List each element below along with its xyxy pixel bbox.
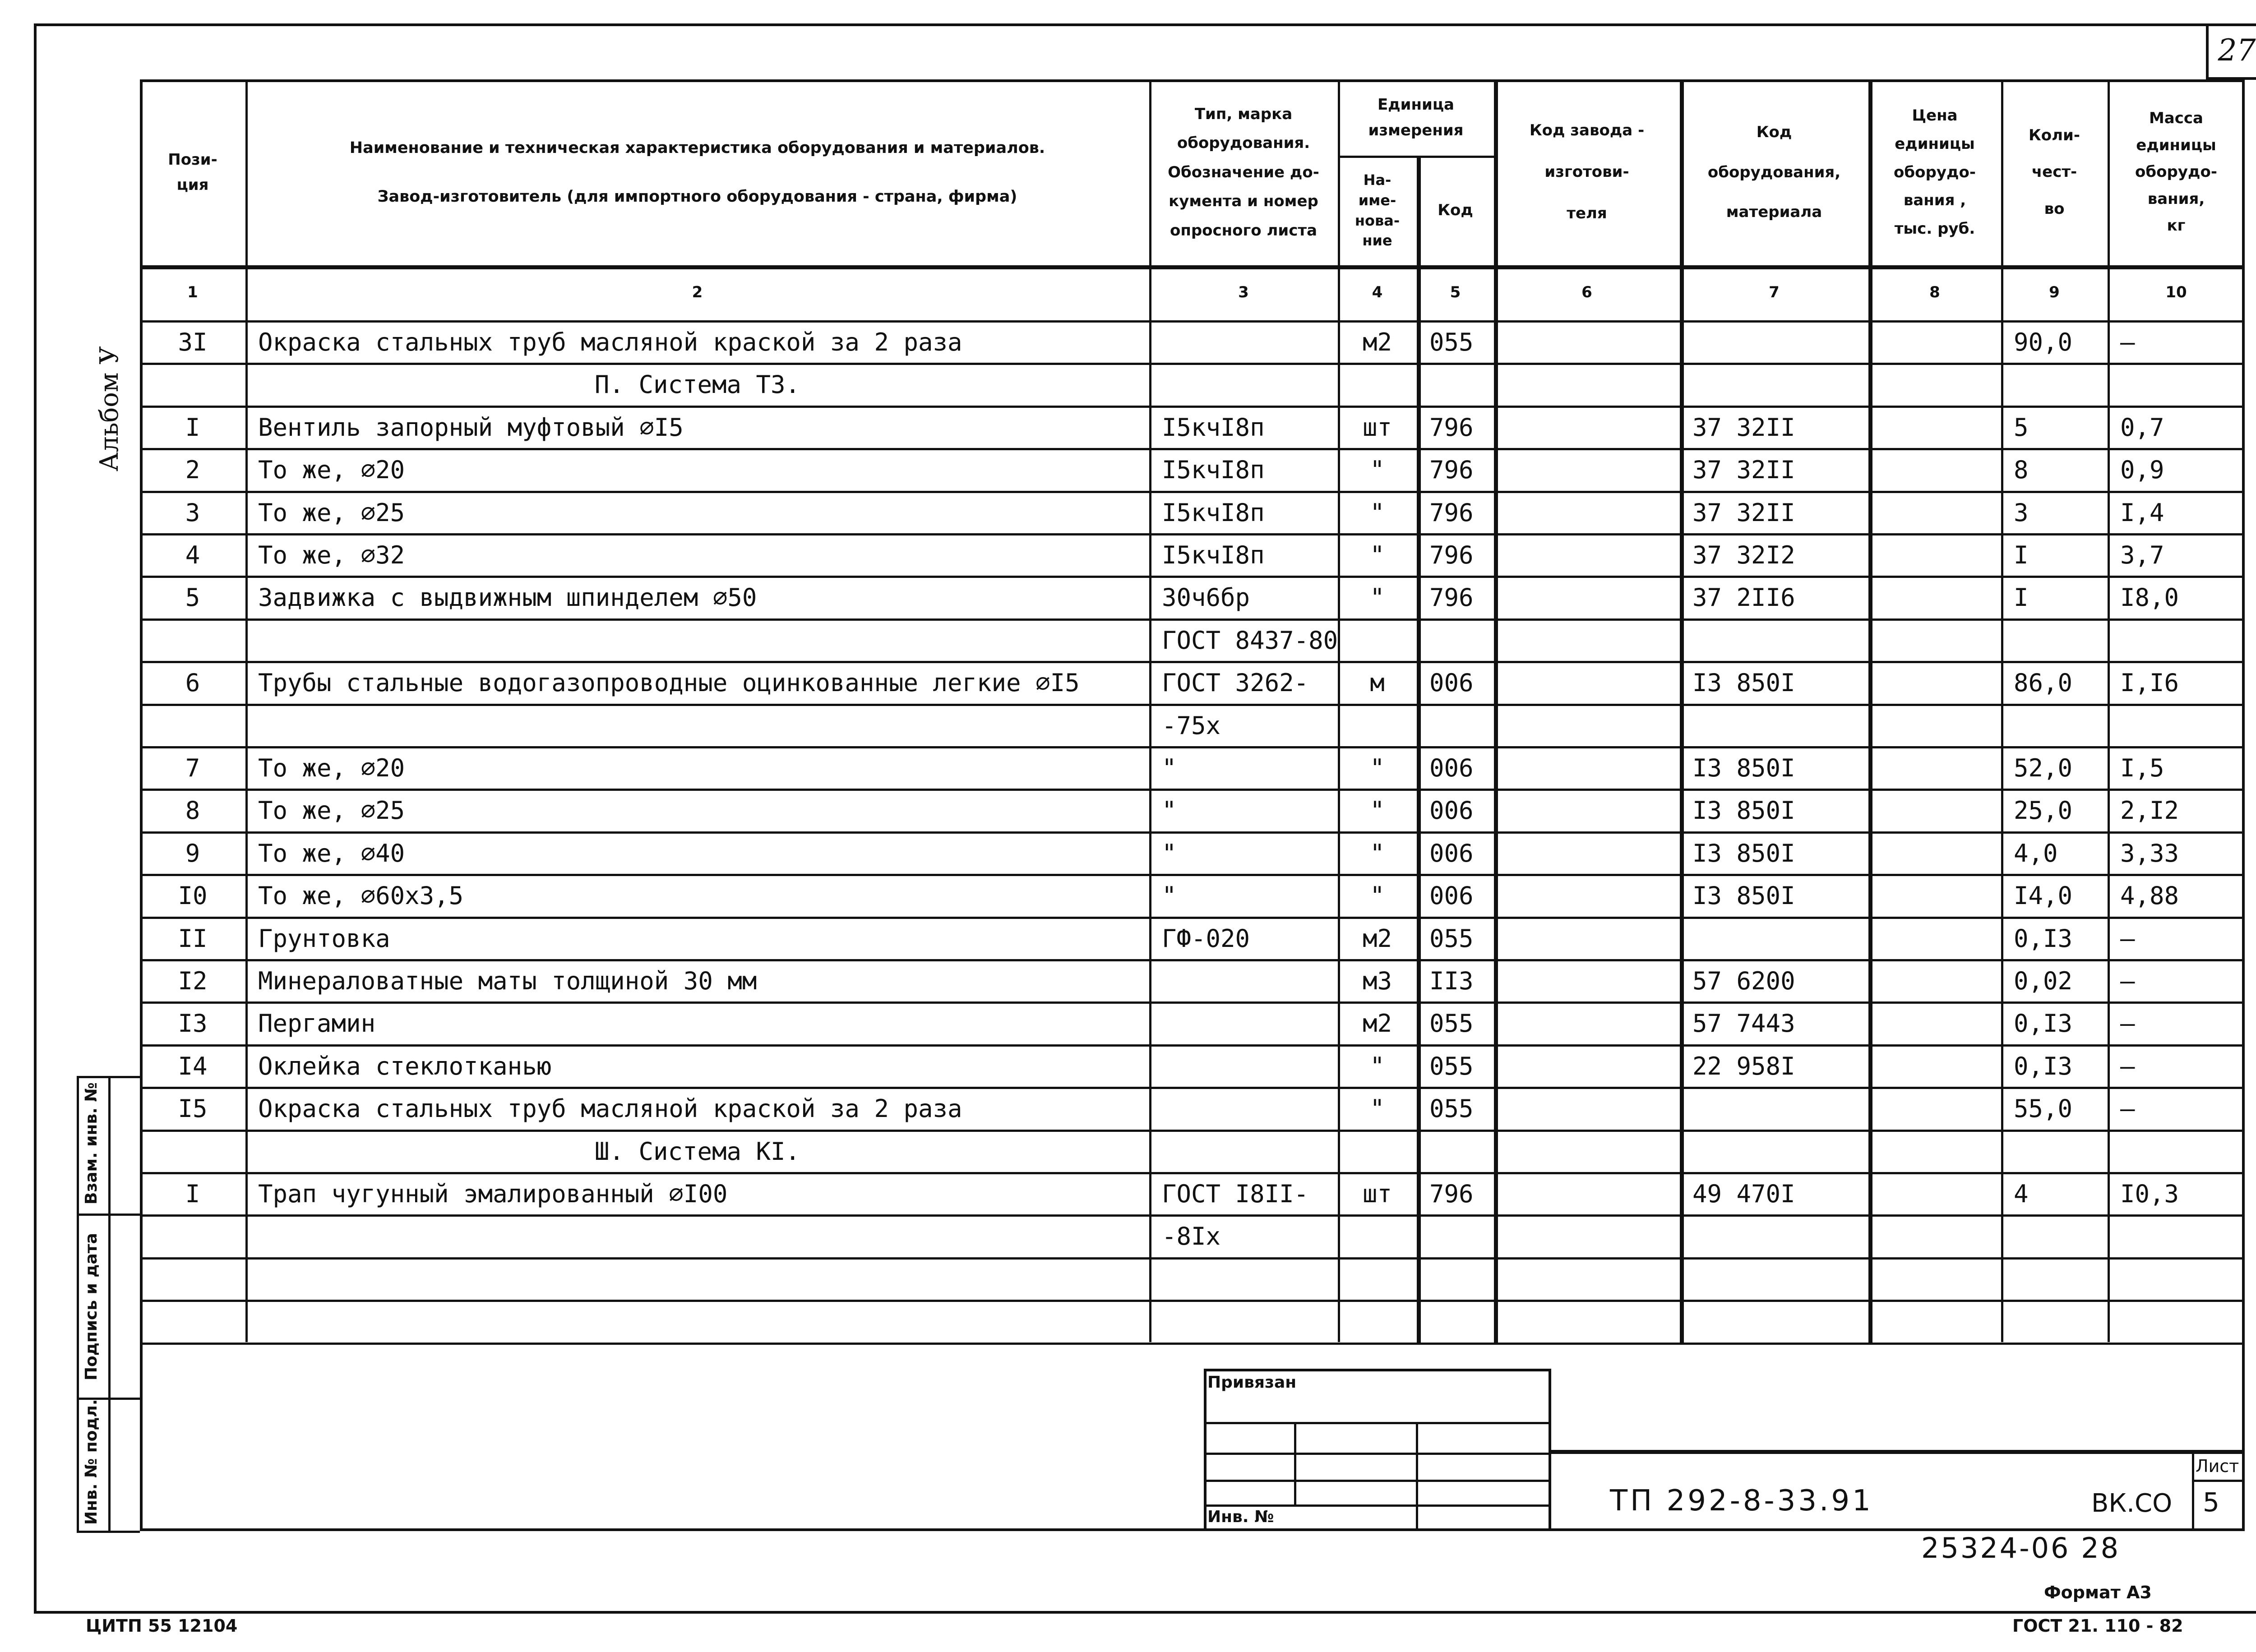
header-equipment-code: Код оборудования, материала: [1707, 123, 1841, 221]
cell-code7: 49 470I: [1692, 1180, 1795, 1208]
cell-name: Минераловатные маты толщиной 30 мм: [258, 967, 757, 995]
cell-unit: ": [1370, 839, 1385, 868]
cell-pos: I5: [178, 1094, 208, 1123]
cell-name: Оклейка стеклотканью: [258, 1052, 552, 1080]
cell-code7: 37 32II: [1692, 498, 1795, 527]
cell-type: I5кчI8п: [1162, 541, 1265, 569]
cell-unit: ": [1370, 583, 1385, 612]
cell-code: 055: [1429, 924, 1474, 953]
gost-label: ГОСТ 21. 110 - 82: [2012, 1616, 2183, 1636]
cell-name: Окраска стальных труб масляной краской за 2 раза: [258, 1094, 962, 1123]
cell-qty: 4,0: [2014, 839, 2058, 868]
cell-code7: 37 32II: [1692, 413, 1795, 442]
column-divider: [2108, 79, 2110, 1342]
column-divider: [1417, 156, 1421, 1344]
cell-mass: 3,7: [2120, 541, 2164, 569]
column-number: 4: [1372, 283, 1383, 301]
cell-mass: I0,3: [2120, 1180, 2179, 1208]
cell-name: То же, ⌀20: [258, 754, 405, 782]
column-number: 9: [2049, 283, 2060, 301]
citp-label: ЦИТП 55 12104: [86, 1616, 238, 1636]
cell-code: 055: [1429, 328, 1474, 356]
tb-line-1: [1204, 1422, 1551, 1424]
column-divider: [2001, 79, 2003, 1342]
cell-name: П. Система ТЗ.: [594, 370, 800, 399]
cell-qty: 0,I3: [2014, 1052, 2073, 1080]
cell-unit: ": [1370, 754, 1385, 782]
cell-qty: I4,0: [2014, 881, 2073, 910]
cell-pos: I3: [178, 1009, 208, 1038]
cell-unit: м3: [1362, 967, 1392, 995]
cell-mass: 0,7: [2120, 413, 2164, 442]
cell-pos: 2: [185, 456, 200, 484]
cell-code7: 57 6200: [1692, 967, 1795, 995]
header-name: Наименование и техническая характеристика оборудования и материалов. Завод-изготовитель (для импортного оборудования - страна, фирма): [349, 138, 1045, 206]
column-number: 5: [1450, 283, 1461, 301]
row-divider: [140, 406, 2245, 408]
numbers-bottom-line: [140, 320, 2245, 323]
cell-type: ": [1162, 881, 1177, 910]
cell-code: 055: [1429, 1009, 1474, 1038]
tb-list-split: [2192, 1480, 2245, 1482]
cell-unit: м2: [1362, 328, 1392, 356]
column-number: 1: [187, 283, 198, 301]
cell-qty: 90,0: [2014, 328, 2073, 356]
row-divider: [140, 1087, 2245, 1089]
document-code: ТП 292-8-33.91: [1610, 1484, 1873, 1518]
row-divider: [140, 491, 2245, 493]
cell-code7: 37 32II: [1692, 456, 1795, 484]
row-divider: [140, 618, 2245, 621]
cell-unit: ": [1370, 1052, 1385, 1080]
row-divider: [140, 789, 2245, 791]
header-unit: Единица измерения: [1368, 96, 1464, 139]
column-number: 8: [1929, 283, 1940, 301]
cell-code: 796: [1429, 498, 1474, 527]
cell-code7: 22 958I: [1692, 1052, 1795, 1080]
cell-pos: I0: [178, 881, 208, 910]
header-mass: Масса единицы оборудо- вания, кг: [2135, 109, 2217, 235]
column-divider: [1338, 79, 1340, 1342]
cell-type: ГОСТ 3262-: [1162, 669, 1309, 697]
cell-pos: 8: [185, 796, 200, 825]
cell-mass: –: [2120, 1009, 2135, 1038]
cell-code7: 37 32I2: [1692, 541, 1795, 569]
side-stamp-podpis: Подпись и дата: [82, 1233, 101, 1380]
cell-name: То же, ⌀25: [258, 796, 405, 825]
column-number: 2: [692, 283, 703, 301]
cell-code: 006: [1429, 881, 1474, 910]
header-quantity: Коли- чест- во: [2029, 126, 2080, 218]
cell-qty: 52,0: [2014, 754, 2073, 782]
cell-code: 055: [1429, 1094, 1474, 1123]
side-stamp-inv: Инв. № подл.: [82, 1399, 101, 1525]
cell-code7: I3 850I: [1692, 796, 1795, 825]
cell-type: ГОСТ 8437-80: [1162, 626, 1338, 655]
archive-number: 25324-06 28: [1921, 1532, 2121, 1564]
cell-mass: –: [2120, 967, 2135, 995]
cell-mass: I,4: [2120, 498, 2164, 527]
tb-vline-2: [1416, 1422, 1418, 1531]
row-divider: [140, 917, 2245, 919]
cell-name: То же, ⌀60х3,5: [258, 881, 464, 910]
column-number: 6: [1581, 283, 1592, 301]
cell-qty: 55,0: [2014, 1094, 2073, 1123]
cell-mass: 2,I2: [2120, 796, 2179, 825]
cell-qty: 8: [2014, 456, 2029, 484]
list-number: 5: [2203, 1487, 2219, 1518]
cell-pos: 6: [185, 669, 200, 697]
cell-code7: I3 850I: [1692, 669, 1795, 697]
row-divider: [140, 1343, 2245, 1345]
row-divider: [140, 1257, 2245, 1260]
cell-type: -8Iх: [1162, 1222, 1221, 1251]
cell-code: 796: [1429, 583, 1474, 612]
cell-qty: 5: [2014, 413, 2029, 442]
cell-code: 055: [1429, 1052, 1474, 1080]
side-stamp-mid: [108, 1076, 111, 1532]
cell-name: Вентиль запорный муфтовый ⌀I5: [258, 413, 684, 442]
cell-unit: м2: [1362, 1009, 1392, 1038]
cell-unit: ": [1370, 796, 1385, 825]
cell-code7: I3 850I: [1692, 754, 1795, 782]
tb-line-2: [1204, 1453, 1551, 1455]
cell-unit: шт: [1362, 1180, 1392, 1208]
cell-qty: 4: [2014, 1180, 2029, 1208]
cell-pos: 4: [185, 541, 200, 569]
cell-name: Трап чугунный эмалированный ⌀I00: [258, 1180, 728, 1208]
title-block-binding: [1204, 1369, 1551, 1531]
row-divider: [140, 1001, 2245, 1004]
cell-type: I5кчI8п: [1162, 413, 1265, 442]
cell-mass: –: [2120, 328, 2135, 356]
cell-mass: –: [2120, 1094, 2135, 1123]
format-label: Формат А3: [2044, 1583, 2152, 1602]
cell-name: Задвижка с выдвижным шпинделем ⌀50: [258, 583, 757, 612]
column-divider: [1868, 79, 1872, 1344]
cell-qty: 86,0: [2014, 669, 2073, 697]
cell-mass: I,I6: [2120, 669, 2179, 697]
cell-code: 796: [1429, 456, 1474, 484]
cell-type: -75х: [1162, 711, 1221, 740]
cell-type: I5кчI8п: [1162, 498, 1265, 527]
cell-type: ГФ-020: [1162, 924, 1250, 953]
row-divider: [140, 1300, 2245, 1302]
cell-unit: ": [1370, 456, 1385, 484]
cell-qty: 0,02: [2014, 967, 2073, 995]
cell-unit: ": [1370, 1094, 1385, 1123]
cell-unit: м: [1370, 669, 1385, 697]
cell-mass: 4,88: [2120, 881, 2179, 910]
cell-qty: 0,I3: [2014, 1009, 2073, 1038]
cell-qty: I: [2014, 583, 2029, 612]
cell-pos: I: [185, 413, 200, 442]
column-number: 3: [1238, 283, 1249, 301]
header-maker-code: Код завода - изготови- теля: [1529, 121, 1645, 222]
cell-type: ГОСТ I8II-: [1162, 1180, 1309, 1208]
album-label: Альбом У: [95, 346, 124, 471]
cell-type: 30ч6бр: [1162, 583, 1250, 612]
side-stamp-vzam: Взам. инв. №: [82, 1082, 101, 1204]
header-bottom-line: [140, 265, 2245, 269]
cell-mass: 0,9: [2120, 456, 2164, 484]
cell-pos: 3I: [178, 328, 208, 356]
cell-code7: 37 2II6: [1692, 583, 1795, 612]
cell-code: 006: [1429, 754, 1474, 782]
cell-pos: II: [178, 924, 208, 953]
cell-mass: 3,33: [2120, 839, 2179, 868]
cell-name: Пергамин: [258, 1009, 376, 1038]
row-divider: [140, 704, 2245, 706]
cell-type: ": [1162, 839, 1177, 868]
cell-code: 006: [1429, 839, 1474, 868]
cell-mass: I8,0: [2120, 583, 2179, 612]
cell-code: 006: [1429, 796, 1474, 825]
row-divider: [140, 533, 2245, 535]
row-divider: [140, 1214, 2245, 1217]
row-divider: [140, 661, 2245, 663]
row-divider: [140, 1044, 2245, 1047]
cell-code7: I3 850I: [1692, 839, 1795, 868]
cell-name: Ш. Система КI.: [594, 1137, 800, 1166]
inv-no-label: Инв. №: [1207, 1508, 1274, 1526]
header-price: Цена единицы оборудо- вания , тыс. руб.: [1894, 106, 1976, 238]
row-divider: [140, 1130, 2245, 1132]
header-type: Тип, марка оборудования. Обозначение до- кумента и номер опросного листа: [1168, 105, 1319, 240]
cell-name: То же, ⌀32: [258, 541, 405, 569]
cell-name: Грунтовка: [258, 924, 390, 953]
cell-unit: ": [1370, 498, 1385, 527]
cell-name: Трубы стальные водогазопроводные оцинкованные легкие ⌀I5: [258, 669, 1080, 697]
cell-pos: 9: [185, 839, 200, 868]
cell-qty: 25,0: [2014, 796, 2073, 825]
cell-code7: I3 850I: [1692, 881, 1795, 910]
cell-code: II3: [1429, 967, 1474, 995]
row-divider: [140, 831, 2245, 834]
cell-code: 006: [1429, 669, 1474, 697]
cell-mass: –: [2120, 924, 2135, 953]
cell-name: То же, ⌀25: [258, 498, 405, 527]
header-unit-code: Код: [1438, 201, 1473, 220]
column-divider: [1149, 79, 1151, 1342]
cell-pos: I2: [178, 967, 208, 995]
cell-name: То же, ⌀40: [258, 839, 405, 868]
document-mark: ВК.СО: [2091, 1489, 2173, 1518]
side-stamp-left: [77, 1076, 79, 1532]
cell-pos: 3: [185, 498, 200, 527]
cell-code: 796: [1429, 1180, 1474, 1208]
column-number: 7: [1769, 283, 1780, 301]
cell-unit: м2: [1362, 924, 1392, 953]
cell-pos: 5: [185, 583, 200, 612]
row-divider: [140, 448, 2245, 450]
cell-pos: 7: [185, 754, 200, 782]
column-divider: [1680, 79, 1684, 1344]
column-divider: [1494, 79, 1498, 1344]
cell-unit: ": [1370, 541, 1385, 569]
column-number: 10: [2165, 283, 2187, 301]
row-divider: [140, 959, 2245, 961]
tb-main-top: [1551, 1450, 2245, 1454]
tb-vline-1: [1294, 1422, 1296, 1504]
cell-qty: I: [2014, 541, 2029, 569]
tb-line-3: [1204, 1480, 1551, 1482]
header-unit-name: На- име- нова- ние: [1355, 171, 1400, 249]
tb-line-4: [1204, 1504, 1551, 1507]
sheet-number: 27: [2206, 23, 2256, 80]
cell-mass: I,5: [2120, 754, 2164, 782]
row-divider: [140, 576, 2245, 578]
cell-code: 796: [1429, 413, 1474, 442]
list-label: Лист: [2196, 1456, 2239, 1476]
cell-code7: 57 7443: [1692, 1009, 1795, 1038]
cell-code: 796: [1429, 541, 1474, 569]
cell-mass: –: [2120, 1052, 2135, 1080]
cell-type: ": [1162, 754, 1177, 782]
cell-name: Окраска стальных труб масляной краской за 2 раза: [258, 328, 962, 356]
cell-qty: 3: [2014, 498, 2029, 527]
cell-type: I5кчI8п: [1162, 456, 1265, 484]
cell-qty: 0,I3: [2014, 924, 2073, 953]
cell-type: ": [1162, 796, 1177, 825]
cell-unit: шт: [1362, 413, 1392, 442]
header-position: Пози- ция: [168, 150, 217, 194]
row-divider: [140, 746, 2245, 748]
cell-pos: I: [185, 1180, 200, 1208]
privyazan-label: Привязан: [1207, 1373, 1297, 1392]
tb-list-left: [2192, 1450, 2194, 1531]
row-divider: [140, 1172, 2245, 1174]
cell-pos: I4: [178, 1052, 208, 1080]
cell-unit: ": [1370, 881, 1385, 910]
cell-name: То же, ⌀20: [258, 456, 405, 484]
row-divider: [140, 363, 2245, 365]
row-divider: [140, 874, 2245, 876]
